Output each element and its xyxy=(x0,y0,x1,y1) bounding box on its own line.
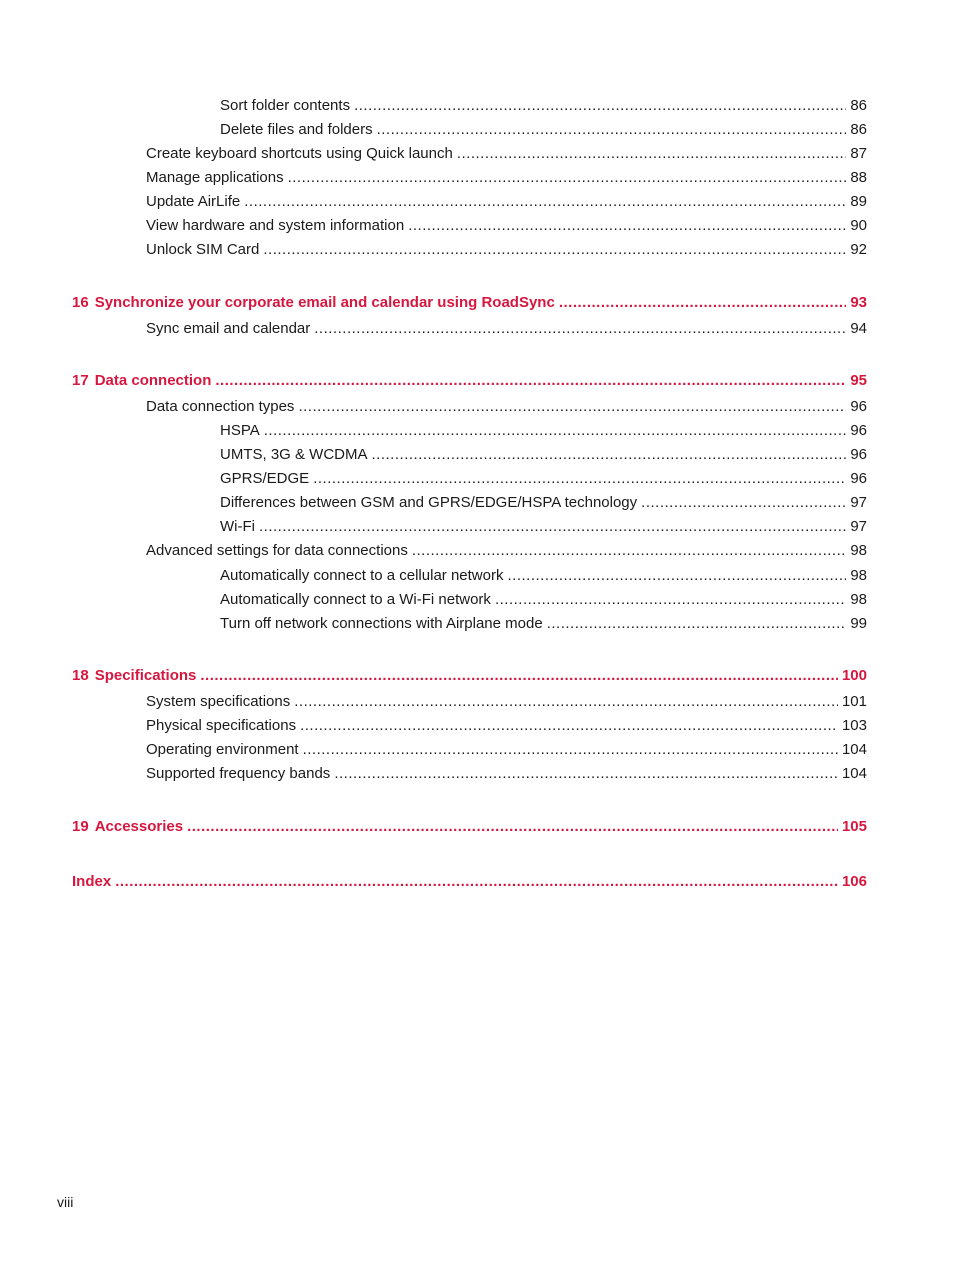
toc-entry-title: Advanced settings for data connections xyxy=(146,542,408,559)
toc-entry-page: 96 xyxy=(850,422,867,439)
toc-entry-update-airlife[interactable] xyxy=(146,193,867,211)
toc-entry-gprs-edge[interactable] xyxy=(220,470,867,488)
toc-entry-manage-applications[interactable] xyxy=(146,169,867,187)
toc-entry-wifi[interactable] xyxy=(220,518,867,536)
toc-entry-sync-email-calendar[interactable] xyxy=(146,320,867,338)
toc-entry-unlock-sim-card[interactable] xyxy=(146,241,867,259)
toc-chapter-19[interactable] xyxy=(72,818,867,836)
toc-entry-page: 86 xyxy=(850,97,867,114)
dot-leader xyxy=(559,294,847,312)
toc-entry-title: Automatically connect to a Wi-Fi network xyxy=(220,591,491,608)
toc-entry-title: Sync email and calendar xyxy=(146,320,311,337)
chapter-number: 18 xyxy=(72,667,89,684)
toc-entry-title: Delete files and folders xyxy=(220,121,373,138)
dot-leader xyxy=(294,693,838,711)
dot-leader xyxy=(354,97,846,115)
toc-entry-title: Physical specifications xyxy=(146,717,297,734)
toc-entry-title: Unlock SIM Card xyxy=(146,241,260,258)
toc-entry-page: 97 xyxy=(850,494,867,511)
toc-entry-page: 99 xyxy=(850,615,867,632)
toc-entry-page: 93 xyxy=(850,294,867,311)
toc-entry-page: 90 xyxy=(850,217,867,234)
toc-entry-page: 96 xyxy=(850,446,867,463)
toc-entry-title: Turn off network connections with Airplane mode xyxy=(220,615,543,632)
toc-entry-page: 86 xyxy=(850,121,867,138)
toc-entry-differences-gsm[interactable] xyxy=(220,494,867,512)
page-number: viii xyxy=(57,1194,74,1210)
dot-leader xyxy=(244,193,846,211)
toc-entry-page: 94 xyxy=(850,320,867,337)
toc-entry-title: System specifications xyxy=(146,693,291,710)
toc-chapter-index[interactable] xyxy=(72,873,867,891)
toc-entry-auto-connect-cellular[interactable] xyxy=(220,567,867,585)
chapter-name: Data connection xyxy=(94,372,212,389)
toc-entry-page: 98 xyxy=(850,567,867,584)
toc-entry-title: View hardware and system information xyxy=(146,217,405,234)
toc-entry-title: Create keyboard shortcuts using Quick launch xyxy=(146,145,453,162)
toc-entry-title: Automatically connect to a cellular network xyxy=(220,567,504,584)
chapter-number: 19 xyxy=(72,818,89,835)
dot-leader xyxy=(377,121,847,139)
dot-leader xyxy=(334,765,838,783)
toc-chapter-title xyxy=(72,294,555,312)
dot-leader xyxy=(187,818,838,836)
dot-leader xyxy=(408,217,846,235)
toc-chapter-title xyxy=(72,818,183,836)
dot-leader xyxy=(259,518,846,536)
dot-leader xyxy=(288,169,847,187)
toc-entry-auto-connect-wifi[interactable] xyxy=(220,591,867,609)
dot-leader xyxy=(372,446,847,464)
toc-entry-page: 89 xyxy=(850,193,867,210)
toc-chapter-16[interactable] xyxy=(72,294,867,312)
dot-leader xyxy=(641,494,846,512)
chapter-name: Synchronize your corporate email and calendar using RoadSync xyxy=(94,294,555,311)
toc-entry-page: 105 xyxy=(841,818,867,835)
toc-entry-title: Operating environment xyxy=(146,741,299,758)
dot-leader xyxy=(547,615,847,633)
toc-entry-title: Wi-Fi xyxy=(220,518,255,535)
toc-entry-airplane-mode[interactable] xyxy=(220,615,867,633)
dot-leader xyxy=(313,470,846,488)
toc-entry-page: 88 xyxy=(850,169,867,186)
toc-entry-page: 101 xyxy=(841,693,867,710)
toc-entry-page: 92 xyxy=(850,241,867,258)
toc-entry-physical-specifications[interactable] xyxy=(146,717,867,735)
toc-entry-view-hardware-info[interactable] xyxy=(146,217,867,235)
toc-entry-title: Data connection types xyxy=(146,398,295,415)
dot-leader xyxy=(495,591,846,609)
toc-entry-page: 104 xyxy=(841,741,867,758)
dot-leader xyxy=(298,398,846,416)
toc-entry-data-connection-types[interactable] xyxy=(146,398,867,416)
toc-entry-page: 95 xyxy=(850,372,867,389)
toc-entry-advanced-settings[interactable] xyxy=(146,542,867,560)
dot-leader xyxy=(314,320,846,338)
toc-chapter-title xyxy=(72,667,196,685)
toc-chapter-18[interactable] xyxy=(72,667,867,685)
toc-entry-title: Update AirLife xyxy=(146,193,241,210)
dot-leader xyxy=(263,241,846,259)
dot-leader xyxy=(264,422,847,440)
toc-entry-title: Supported frequency bands xyxy=(146,765,331,782)
toc-entry-title: Manage applications xyxy=(146,169,284,186)
toc-entry-title: UMTS, 3G & WCDMA xyxy=(220,446,368,463)
toc-entry-page: 106 xyxy=(841,873,867,890)
toc-entry-title: GPRS/EDGE xyxy=(220,470,310,487)
toc-entry-umts[interactable] xyxy=(220,446,867,464)
toc-entry-page: 96 xyxy=(850,398,867,415)
toc-entry-page: 103 xyxy=(841,717,867,734)
toc-entry-page: 100 xyxy=(841,667,867,684)
toc-entry-title: Differences between GSM and GPRS/EDGE/HSPA technology xyxy=(220,494,638,511)
chapter-number: 16 xyxy=(72,294,89,311)
toc-entry-page: 97 xyxy=(850,518,867,535)
dot-leader xyxy=(412,542,846,560)
toc-entry-create-keyboard-shortcuts[interactable] xyxy=(146,145,867,163)
toc-entry-page: 96 xyxy=(850,470,867,487)
chapter-name: Specifications xyxy=(94,667,197,684)
toc-entry-sort-folder-contents[interactable] xyxy=(220,97,867,115)
toc-entry-page: 98 xyxy=(850,591,867,608)
dot-leader xyxy=(215,372,846,390)
toc-entry-title: HSPA xyxy=(220,422,260,439)
toc-entry-operating-environment[interactable] xyxy=(146,741,867,759)
toc-entry-page: 104 xyxy=(841,765,867,782)
toc-entry-delete-files-and-folders[interactable] xyxy=(220,121,867,139)
chapter-number: 17 xyxy=(72,372,89,389)
dot-leader xyxy=(200,667,838,685)
toc-entry-hspa[interactable] xyxy=(220,422,867,440)
toc-chapter-17[interactable] xyxy=(72,372,867,390)
toc-entry-page: 87 xyxy=(850,145,867,162)
dot-leader xyxy=(303,741,838,759)
chapter-name: Accessories xyxy=(94,818,184,835)
dot-leader xyxy=(300,717,838,735)
dot-leader xyxy=(457,145,846,163)
toc-chapter-title xyxy=(72,372,211,390)
dot-leader xyxy=(115,873,838,891)
dot-leader xyxy=(507,567,846,585)
toc-entry-page: 98 xyxy=(850,542,867,559)
toc-entry-title: Sort folder contents xyxy=(220,97,351,114)
toc-chapter-title: Index xyxy=(72,873,112,890)
toc-entry-frequency-bands[interactable] xyxy=(146,765,867,783)
toc-entry-system-specifications[interactable] xyxy=(146,693,867,711)
